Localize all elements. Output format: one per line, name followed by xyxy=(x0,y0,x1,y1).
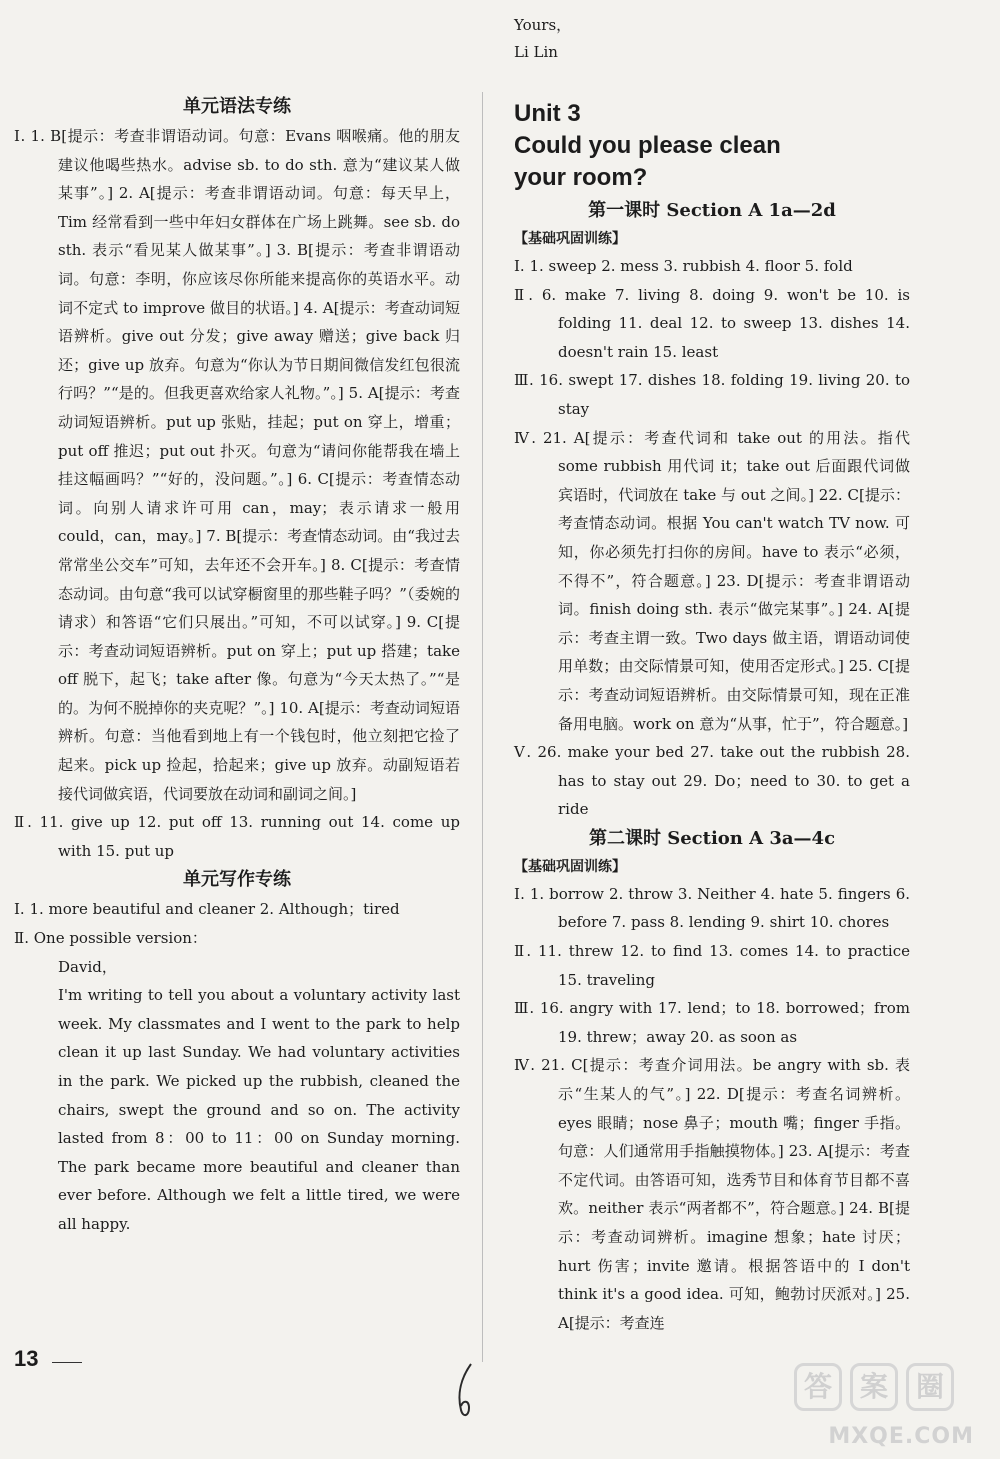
letter-closing: Yours， xyxy=(514,16,572,34)
lesson-1-part-2: Ⅱ. 6. make 7. living 8. doing 9. won't be 10. is folding 11. deal 12. to sweep 13. dishes 14. doesn't rain 15. least xyxy=(514,285,910,361)
page-number: 13 xyxy=(14,1346,39,1371)
unit-number: Unit 3 xyxy=(514,100,581,127)
handwritten-mark xyxy=(453,1360,479,1420)
page-number-rule xyxy=(52,1362,82,1363)
watermark-char: 案 xyxy=(850,1363,898,1411)
letter-signature: Li Lin xyxy=(514,43,558,61)
lesson-1-part-5: Ⅴ. 26. make your bed 27. take out the rubbish 28. has to stay out 29. Do；need to 30. to get a ride xyxy=(514,743,910,819)
watermark-char: 圈 xyxy=(906,1363,954,1411)
lesson-1-part-1: Ⅰ. 1. sweep 2. mess 3. rubbish 4. floor 5. fold xyxy=(514,257,853,275)
lesson-2-title: 第二课时 Section A 3a—4c xyxy=(588,827,836,849)
lesson-1-title: 第一课时 Section A 1a—2d xyxy=(588,200,836,221)
lesson-2-part-3: Ⅲ. 16. angry with 17. lend；to 18. borrowed；from 19. threw；away 20. as soon as xyxy=(514,999,910,1046)
lesson-2-tag: 【基础巩固训练】 xyxy=(514,858,626,875)
watermark-char: 答 xyxy=(794,1363,842,1411)
unit-title: Could you please clean your room? xyxy=(514,132,781,191)
writing-part-2-heading: Ⅱ. One possible version： xyxy=(14,929,207,948)
watermark xyxy=(788,1363,978,1449)
writing-part-1: Ⅰ. 1. more beautiful and cleaner 2. Although；tired xyxy=(14,900,400,919)
right-column xyxy=(514,0,910,1337)
lesson-1-tag: 【基础巩固训练】 xyxy=(514,231,626,247)
left-column xyxy=(14,0,460,1239)
letter-greeting: David， xyxy=(58,957,117,976)
lesson-1-part-4: Ⅳ. 21. A[提示：考查代词和 take out 的用法。指代 some rubbish 用代词 it；take out 后面跟代词做宾语时，代词放在 take 与 out 之间。] 22. C[提示：考查情态动词。根据 You can't watch TV now. 可知，你必须先打扫你的房间。have to 表示“必须，不得不”，符合题意。] 23. D[提示：考查非谓语动词。finish doing sth. 表示“做完某事”。] 24. A[提示：考查主谓一致。Two days 做主语，谓语动词使用单数；由交际情景可知，使用否定形式。] 25. C[提示：考查动词短语辨析。由交际情景可知，现在正准备用电脑。work on 意为“从事，忙于”，符合题意。] xyxy=(514,428,910,733)
grammar-part-1: Ⅰ. 1. B[提示：考查非谓语动词。句意：Evans 咽喉痛。他的朋友建议他喝些热水。advise sb. to do sth. 意为“建议某人做某事”。] 2. A[提示：考查非谓语动词。句意：每天早上，Tim 经常看到一些中年妇女群体在广场上跳舞。see sb. do sth. 表示“看见某人做某事”。] 3. B[提示：考查非谓语动词。句意：李明，你应该尽你所能来提高你的英语水平。动词不定式 to improve 做目的状语。] 4. A[提示：考查动词短语辨析。give out 分发；give away 赠送；give back 归还；give up 放弃。句意为“你认为节日期间微信发红包很流行吗？”“是的。但我更喜欢给家人礼物。”。] 5. A[提示：考查动词短语辨析。put up 张贴，挂起；put on 穿上，增重；put off 推迟；put out 扑灭。句意为“请问你能帮我在墙上挂这幅画吗？”“好的，没问题。”。] 6. C[提示：考查情态动词。向别人请求许可用 can，may；表示请求一般用 could，can，may。] 7. B[提示：考查情态动词。由“我过去常常坐公交车”可知，去年还不会开车。] 8. C[提示：考查情态动词。由句意“我可以试穿橱窗里的那些鞋子吗？”（委婉的请求）和答语“它们只展出。”可知，不可以试穿。] 9. C[提示：考查动词短语辨析。put on 穿上；put up 搭建；take off 脱下，起飞；take after 像。句意为“今天太热了。”“是的。为何不脱掉你的夹克呢？”。] 10. A[提示：考查动词短语辨析。句意：当他看到地上有一个钱包时，他立刻把它捡了起来。pick up 捡起，拾起来；give up 放弃。动副短语若接代词做宾语，代词要放在动词和副词之间。] xyxy=(14,127,460,803)
column-divider xyxy=(482,92,483,1362)
letter-body: I'm writing to tell you about a voluntary activity last week. My classmates and I went to the park to help clean it up last Sunday. We had voluntary activities in the park. We picked up the rubbish, cleaned the chairs, swept the ground and so on. The activity lasted from 8：00 to 11：00 on Sunday morning. The park became more beautiful and cleaner than ever before. Although we felt a little tired, we were all happy. xyxy=(58,986,460,1233)
unit-heading xyxy=(514,98,910,194)
watermark-url: MXQE.COM xyxy=(828,1424,974,1449)
grammar-part-2: Ⅱ. 11. give up 12. put off 13. running out 14. come up with 15. put up xyxy=(14,813,460,860)
lesson-1-part-3: Ⅲ. 16. swept 17. dishes 18. folding 19. living 20. to stay xyxy=(514,371,910,418)
lesson-2-part-1: Ⅰ. 1. borrow 2. throw 3. Neither 4. hate 5. fingers 6. before 7. pass 8. lending 9. shirt 10. chores xyxy=(514,884,910,932)
lesson-2-part-4: Ⅳ. 21. C[提示：考查介词用法。be angry with sb. 表示“生某人的气”。] 22. D[提示：考查名词辨析。eyes 眼睛；nose 鼻子；mouth 嘴；finger 手指。句意：人们通常用手指触摸物体。] 23. A[提示：考查不定代词。由答语可知，选秀节目和体育节目都不喜欢。neither 表示“两者都不”，符合题意。] 24. B[提示：考查动词辨析。imagine 想象；hate 讨厌；hurt 伤害；invite 邀请。根据答语中的 I don't think it's a good idea. 可知，鲍勃讨厌派对。] 25. A[提示：考查连 xyxy=(514,1056,910,1332)
grammar-section-title: 单元语法专练 xyxy=(183,96,291,117)
writing-section-title: 单元写作专练 xyxy=(183,869,291,891)
lesson-2-part-2: Ⅱ. 11. threw 12. to find 13. comes 14. to practice 15. traveling xyxy=(514,942,910,989)
